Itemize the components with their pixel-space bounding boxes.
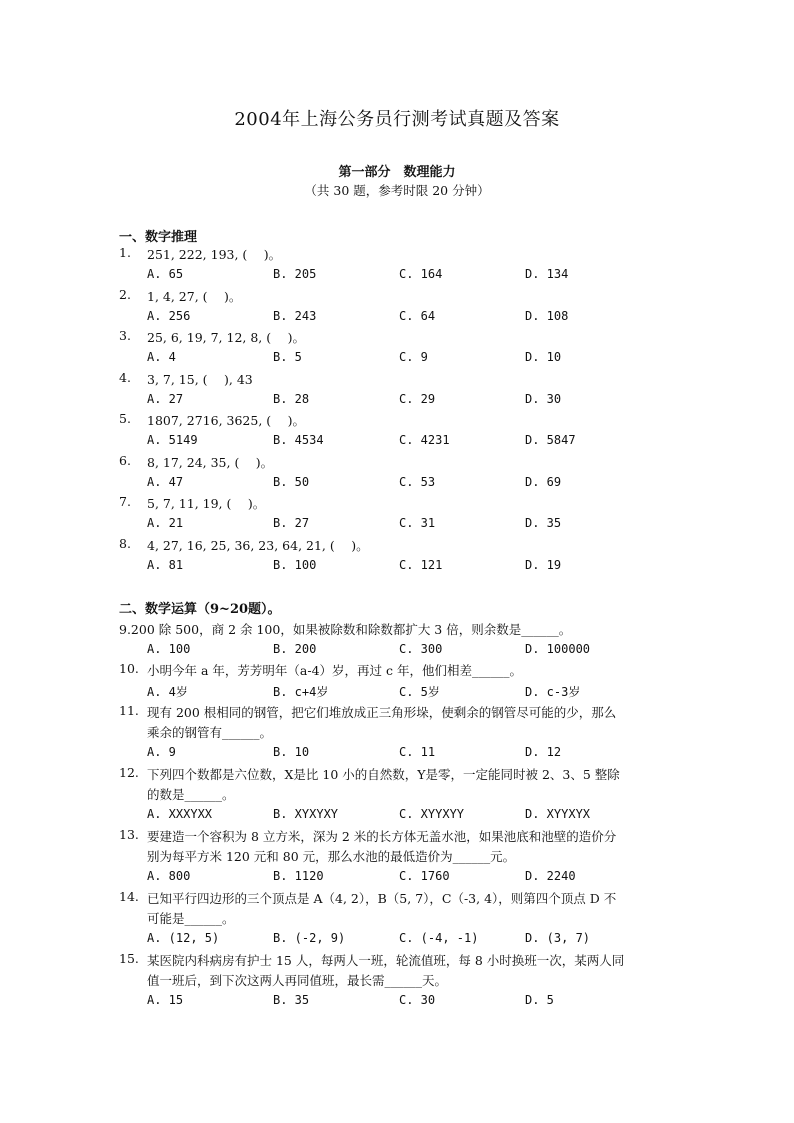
- answer-option: C. 300: [399, 642, 443, 656]
- answer-option: B. 205: [273, 267, 317, 281]
- answer-option: D. 100000: [525, 642, 591, 656]
- question-text: 已知平行四边形的三个顶点是 A（4, 2），B（5, 7），C（-3, 4），则第四个顶点 D 不: [147, 891, 617, 906]
- question-number: 13.: [119, 827, 139, 842]
- answer-option: D. XYYXYX: [525, 807, 591, 821]
- answer-option: A. 15: [147, 993, 184, 1007]
- answer-option: A. 21: [147, 516, 184, 530]
- answer-option: B. 27: [273, 516, 310, 530]
- answer-option: D. c-3岁: [525, 685, 581, 699]
- question-text: 下列四个数都是六位数，X是比 10 小的自然数，Y是零，一定能同时被 2、3、5 整除: [147, 767, 620, 782]
- answer-option: A. 256: [147, 308, 191, 323]
- question-text: 8, 17, 24, 35, ( )。: [147, 454, 274, 470]
- answer-option: C. 53: [399, 474, 436, 489]
- answer-option: A. 4岁: [147, 685, 188, 699]
- question-number: 14.: [119, 889, 139, 904]
- answer-option: D. 134: [525, 267, 569, 281]
- answer-option: A. 47: [147, 474, 184, 489]
- question-text: 4, 27, 16, 25, 36, 23, 64, 21, ( )。: [147, 537, 369, 553]
- answer-option: B. 100: [273, 557, 317, 572]
- answer-option: C. 164: [399, 267, 443, 281]
- answer-option: C. 30: [399, 993, 436, 1007]
- answer-option: C. 11: [399, 745, 436, 759]
- answer-option: A. XXXYXX: [147, 807, 213, 821]
- document-title: 2004年上海公务员行测考试真题及答案: [234, 109, 560, 130]
- answer-option: A. 9: [147, 745, 176, 759]
- answer-option: D. 2240: [525, 869, 576, 883]
- question-number: 11.: [119, 703, 139, 718]
- answer-option: D. 35: [525, 516, 562, 530]
- answer-option: C. 29: [399, 391, 436, 406]
- answer-option: D. 30: [525, 391, 562, 406]
- question-number: 12.: [119, 765, 139, 780]
- answer-option: C. 31: [399, 516, 436, 530]
- answer-option: D. 69: [525, 474, 562, 489]
- question-text: 现有 200 根相同的钢管，把它们堆放成正三角形垛，使剩余的钢管尽可能的少，那么: [147, 705, 617, 720]
- answer-option: A. 100: [147, 642, 191, 656]
- question-text: 值一班后，到下次这两人再同值班，最长需______天。: [147, 973, 448, 988]
- answer-option: B. 243: [273, 308, 317, 323]
- question-number: 8.: [119, 535, 131, 551]
- section-1-title: 一、数字推理: [119, 230, 198, 245]
- question-text: 某医院内科病房有护士 15 人，每两人一班，轮流值班，每 8 小时换班一次，某两人同: [147, 953, 625, 968]
- question-text: 要建造一个容积为 8 立方米，深为 2 米的长方体无盖水池，如果池底和池壁的造价分: [147, 829, 617, 844]
- question-text: 可能是______。: [147, 911, 235, 926]
- question-text: 乘余的钢管有______。: [147, 725, 273, 740]
- answer-option: A. 27: [147, 391, 184, 406]
- answer-option: C. (-4, -1): [399, 931, 479, 945]
- question-number: 10.: [119, 661, 139, 676]
- answer-option: B. 10: [273, 745, 310, 759]
- answer-option: A. 5149: [147, 433, 198, 447]
- answer-option: D. 19: [525, 557, 562, 572]
- answer-option: C. 121: [399, 557, 443, 572]
- answer-option: D. 10: [525, 350, 562, 364]
- question-text: 251, 222, 193, ( )。: [147, 247, 282, 262]
- answer-option: A. (12, 5): [147, 931, 220, 945]
- answer-option: C. 9: [399, 350, 428, 364]
- answer-option: D. 108: [525, 308, 569, 323]
- question-text: 小明今年 a 年，芳芳明年（a-4）岁，再过 c 年，他们相差______。: [147, 663, 522, 678]
- answer-option: B. 28: [273, 391, 310, 406]
- part-subtitle: （共 30 题，参考时限 20 分钟）: [304, 183, 490, 198]
- question-number: 5.: [119, 411, 131, 426]
- question-text: 别为每平方米 120 元和 80 元，那么水池的最低造价为______元。: [147, 849, 516, 864]
- answer-option: A. 65: [147, 267, 184, 281]
- answer-option: B. XYXYXY: [273, 807, 339, 821]
- part-title: 第一部分 数理能力: [338, 165, 456, 180]
- answer-option: B. 5: [273, 350, 302, 364]
- question-number: 3.: [119, 328, 131, 343]
- answer-option: B. 50: [273, 474, 310, 489]
- answer-option: C. 64: [399, 308, 436, 323]
- answer-option: A. 4: [147, 350, 176, 364]
- answer-option: A. 81: [147, 557, 184, 572]
- answer-option: D. 5847: [525, 433, 576, 447]
- answer-option: A. 800: [147, 869, 191, 883]
- question-number: 2.: [119, 286, 131, 302]
- question-number: 15.: [119, 951, 139, 966]
- answer-option: C. XYYXYY: [399, 807, 465, 821]
- question-text: 5, 7, 11, 19, ( )。: [147, 496, 266, 511]
- question-text: 3, 7, 15, ( ), 43: [147, 371, 253, 387]
- question-number: 4.: [119, 369, 131, 385]
- answer-option: C. 5岁: [399, 685, 440, 699]
- answer-option: B. 200: [273, 642, 317, 656]
- section-2-title: 二、数学运算（9~20题）。: [119, 602, 281, 617]
- answer-option: D. 5: [525, 993, 554, 1007]
- answer-option: B. (-2, 9): [273, 931, 346, 945]
- answer-option: D. 12: [525, 745, 562, 759]
- answer-option: B. c+4岁: [273, 685, 329, 699]
- question-text: 9.200 除 500，商 2 余 100，如果被除数和除数都扩大 3 倍，则余数是______。: [119, 622, 572, 637]
- question-text: 1, 4, 27, ( )。: [147, 288, 242, 304]
- question-text: 1807, 2716, 3625, ( )。: [147, 413, 306, 428]
- question-text: 的数是______。: [147, 787, 235, 802]
- question-text: 25, 6, 19, 7, 12, 8, ( )。: [147, 330, 305, 345]
- answer-option: C. 1760: [399, 869, 450, 883]
- question-number: 7.: [119, 494, 131, 509]
- answer-option: D. (3, 7): [525, 931, 591, 945]
- answer-option: B. 4534: [273, 433, 324, 447]
- question-number: 6.: [119, 452, 131, 468]
- answer-option: B. 1120: [273, 869, 324, 883]
- answer-option: B. 35: [273, 993, 310, 1007]
- question-number: 1.: [119, 245, 131, 260]
- answer-option: C. 4231: [399, 433, 450, 447]
